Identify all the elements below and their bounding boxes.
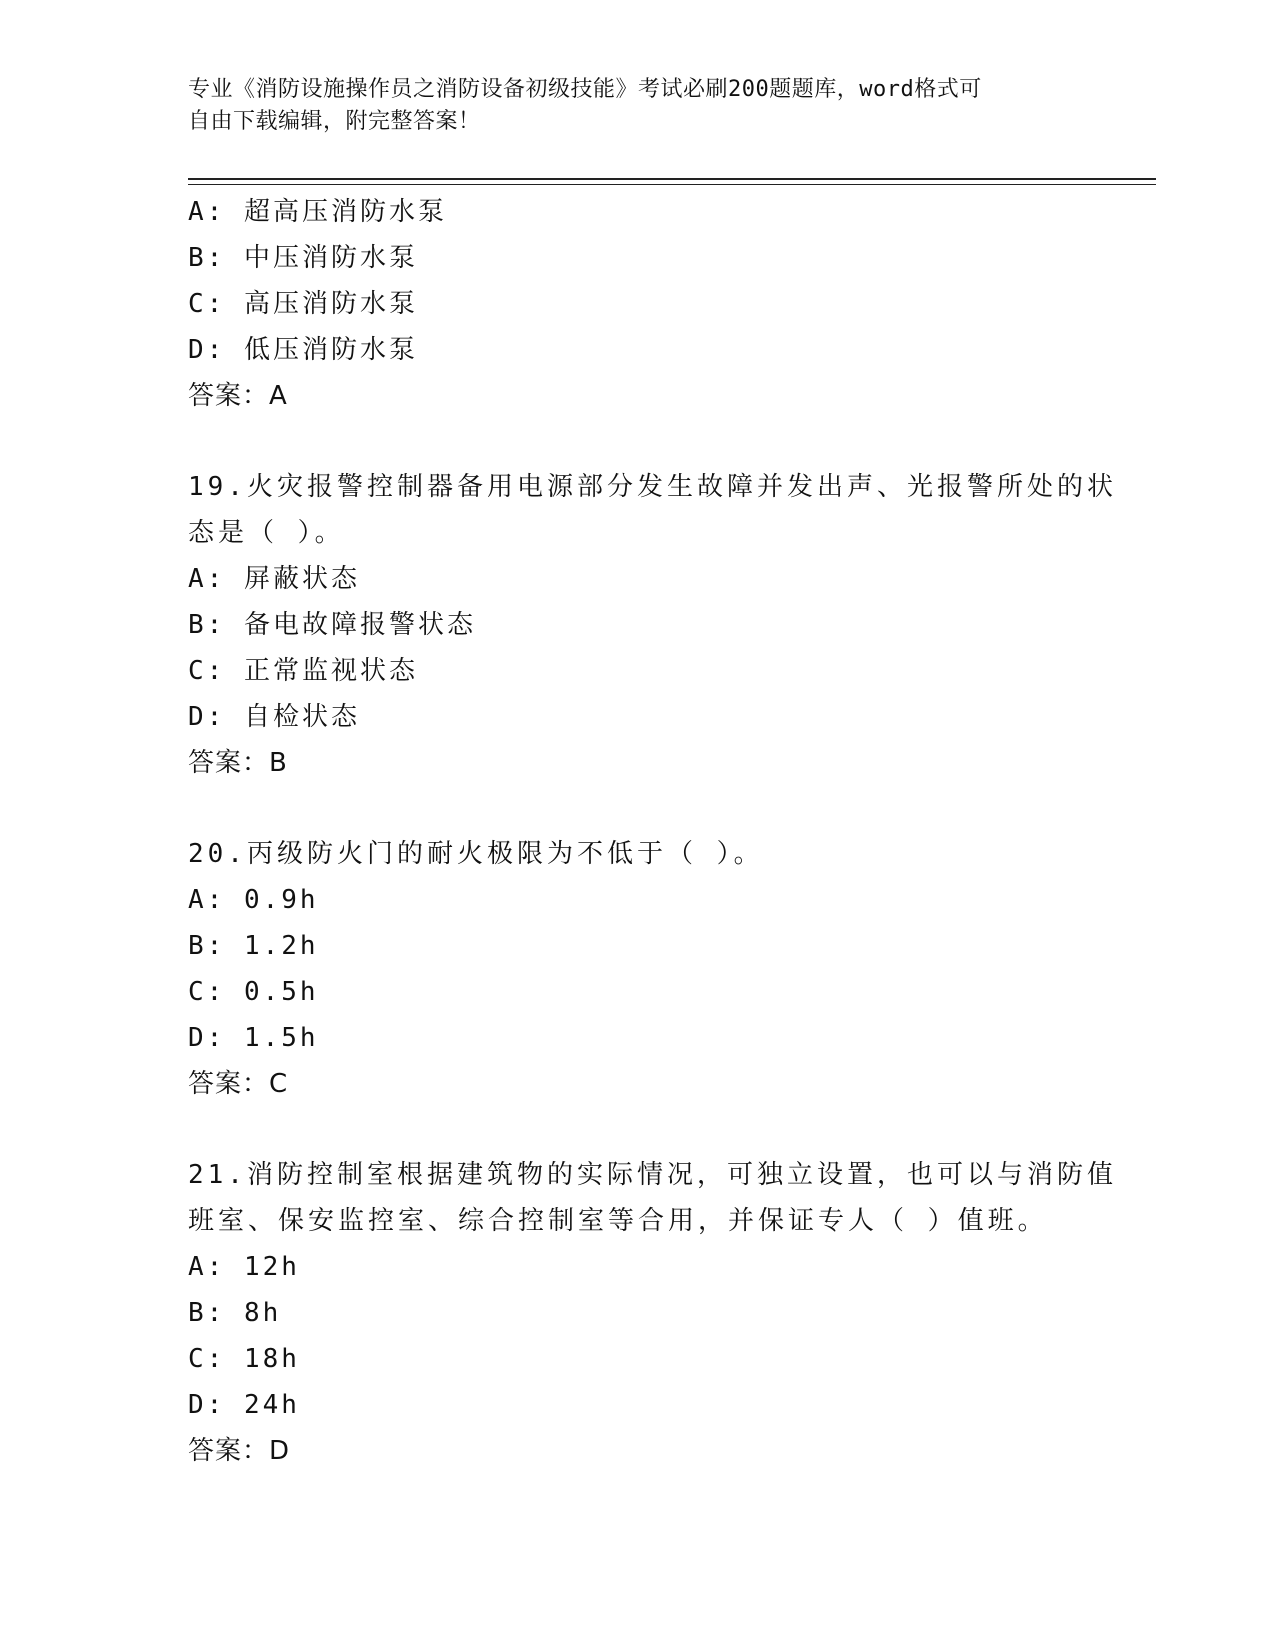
option-b: B: 中压消防水泵 [188, 243, 418, 273]
option-c: C: 正常监视状态 [188, 656, 418, 686]
option-a: A: 12h [188, 1252, 300, 1282]
question-18 [188, 189, 1128, 419]
answer-line: 答案：A [188, 381, 288, 411]
option-d: D: 自检状态 [188, 702, 360, 732]
question-stem-line: 班室、保安监控室、综合控制室等合用，并保证专人（ ）值班。 [188, 1206, 1048, 1236]
question-spacer [188, 786, 1128, 831]
answer-line: 答案：C [188, 1069, 289, 1099]
header-line-1: 专业《消防设施操作员之消防设备初级技能》考试必刷200题题库，word格式可 [188, 77, 982, 102]
question-spacer [188, 419, 1128, 464]
question-stem-line: 19.火灾报警控制器备用电源部分发生故障并发出声、光报警所处的状 [188, 472, 1117, 502]
option-b: B: 备电故障报警状态 [188, 610, 476, 640]
header-divider-thin [188, 184, 1156, 185]
question-21 [188, 1152, 1128, 1474]
option-c: C: 18h [188, 1344, 300, 1374]
question-20 [188, 831, 1128, 1107]
option-b: B: 1.2h [188, 931, 319, 961]
option-a: A: 屏蔽状态 [188, 564, 360, 594]
option-b: B: 8h [188, 1298, 282, 1328]
option-a: A: 超高压消防水泵 [188, 197, 447, 227]
question-stem-line: 态是（ ）。 [188, 518, 345, 548]
option-c: C: 0.5h [188, 977, 319, 1007]
question-spacer [188, 1107, 1128, 1152]
option-d: D: 24h [188, 1390, 300, 1420]
option-a: A: 0.9h [188, 885, 319, 915]
document-header [188, 74, 1088, 138]
header-line-2: 自由下载编辑，附完整答案！ [188, 109, 481, 134]
question-stem-line: 21.消防控制室根据建筑物的实际情况，可独立设置，也可以与消防值 [188, 1160, 1117, 1190]
option-d: D: 1.5h [188, 1023, 319, 1053]
option-c: C: 高压消防水泵 [188, 289, 418, 319]
question-content [188, 189, 1128, 1474]
answer-line: 答案：D [188, 1436, 291, 1466]
answer-line: 答案：B [188, 748, 288, 778]
option-d: D: 低压消防水泵 [188, 335, 418, 365]
question-stem-line: 20.丙级防火门的耐火极限为不低于（ ）。 [188, 839, 764, 869]
header-divider-thick [188, 178, 1156, 180]
question-19 [188, 464, 1128, 786]
